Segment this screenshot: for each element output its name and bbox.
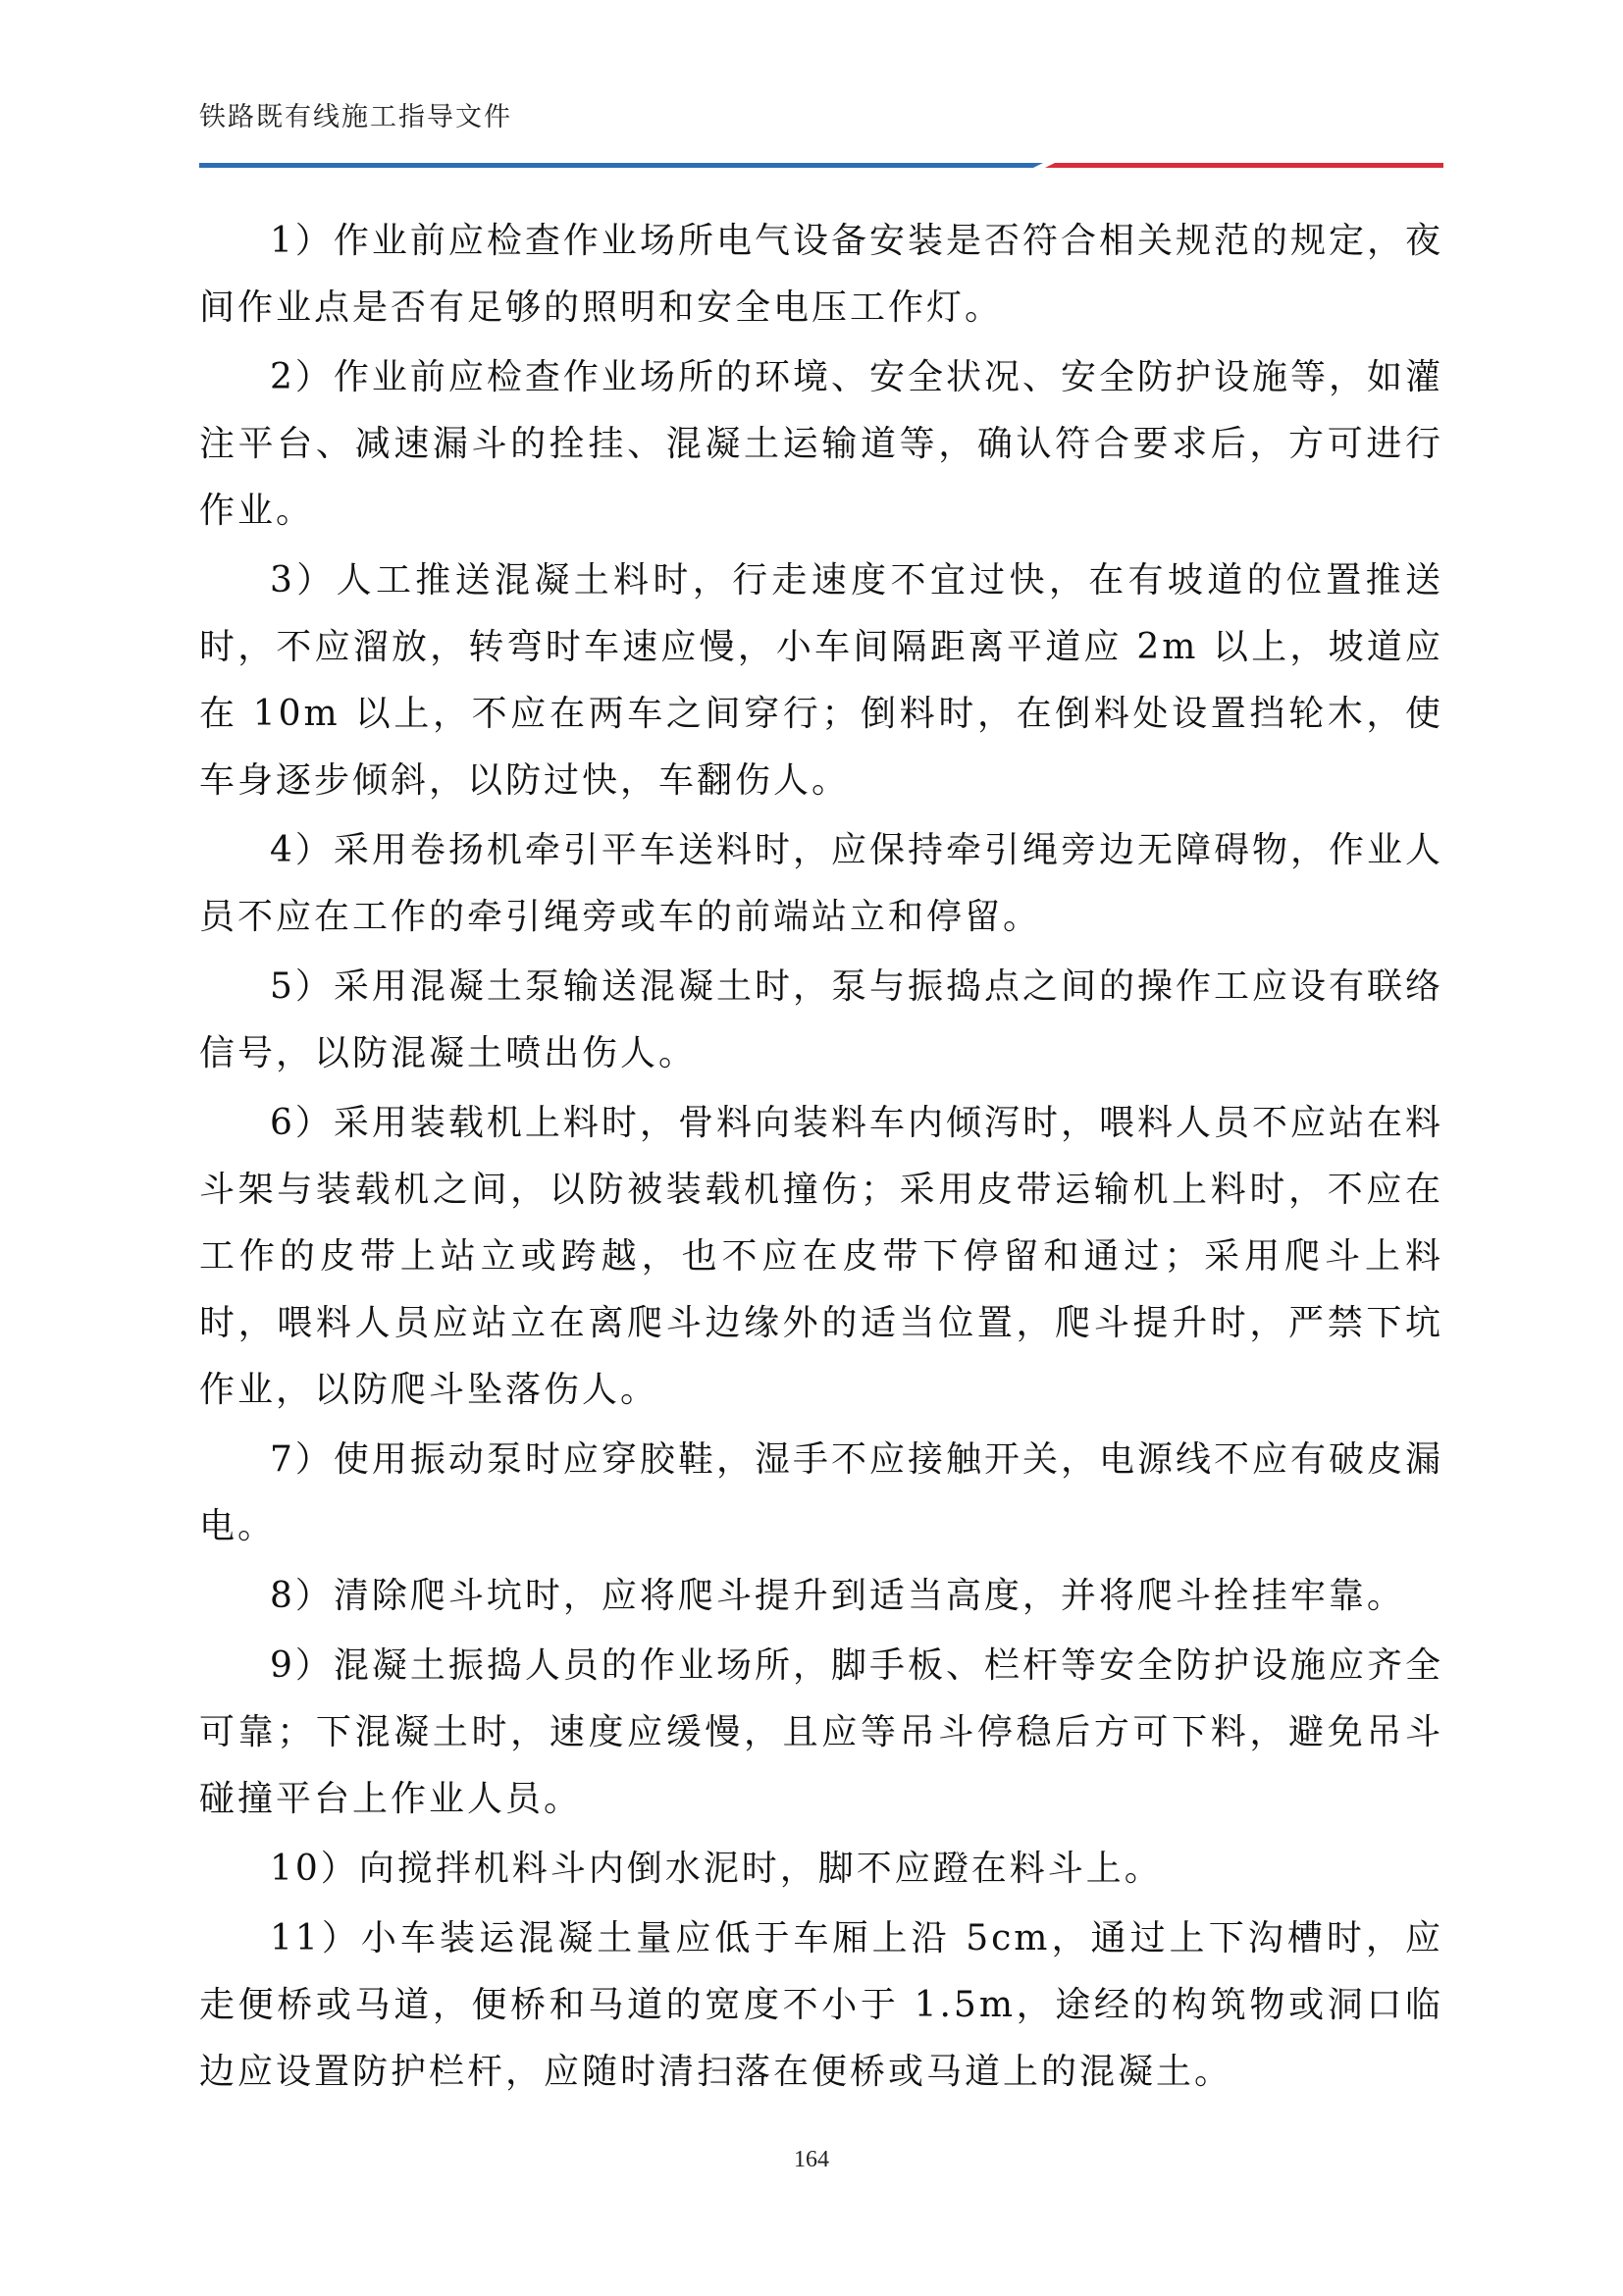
header-title: 铁路既有线施工指导文件 [199, 102, 512, 132]
paragraph-1: 1）作业前应检查作业场所电气设备安装是否符合相关规范的规定，夜间作业点是否有足够的照明和安全电压工作灯。 [199, 221, 1443, 328]
body-text [199, 208, 1443, 2109]
paragraph-11: 11）小车装运混凝土量应低于车厢上沿 5cm，通过上下沟槽时，应走便桥或马道，便桥和马道的宽度不小于 1.5m，途经的构筑物或洞口临边应设置防护栏杆，应随时清扫落在便桥或马道上的混凝土。 [199, 1918, 1443, 2092]
paragraph-4: 4）采用卷扬机牵引平车送料时，应保持牵引绳旁边无障碍物，作业人员不应在工作的牵引绳旁或车的前端站立和停留。 [199, 830, 1443, 937]
paragraph-5: 5）采用混凝土泵输送混凝土时，泵与振捣点之间的操作工应设有联络信号，以防混凝土喷出伤人。 [199, 966, 1443, 1073]
paragraph-2: 2）作业前应检查作业场所的环境、安全状况、安全防护设施等，如灌注平台、减速漏斗的拴挂、混凝土运输道等，确认符合要求后，方可进行作业。 [199, 357, 1443, 531]
paragraph-7: 7）使用振动泵时应穿胶鞋，湿手不应接触开关，电源线不应有破皮漏电。 [199, 1439, 1443, 1546]
header-rule-blue [199, 163, 1043, 168]
header-rule [199, 161, 1443, 170]
header-rule-red [1045, 163, 1443, 168]
paragraph-6: 6）采用装载机上料时，骨料向装料车内倾泻时，喂料人员不应站在料斗架与装载机之间，以防被装载机撞伤；采用皮带运输机上料时，不应在工作的皮带上站立或跨越，也不应在皮带下停留和通过；采用爬斗上料时，喂料人员应站立在离爬斗边缘外的适当位置，爬斗提升时，严禁下坑作业，以防爬斗坠落伤人。 [199, 1103, 1443, 1410]
paragraph-8: 8）清除爬斗坑时，应将爬斗提升到适当高度，并将爬斗拴挂牢靠。 [270, 1576, 1405, 1616]
paragraph-9: 9）混凝土振捣人员的作业场所，脚手板、栏杆等安全防护设施应齐全可靠；下混凝土时，速度应缓慢，且应等吊斗停稳后方可下料，避免吊斗碰撞平台上作业人员。 [199, 1645, 1443, 1819]
paragraph-10: 10）向搅拌机料斗内倒水泥时，脚不应蹬在料斗上。 [270, 1849, 1163, 1889]
paragraph-3: 3）人工推送混凝土料时，行走速度不宜过快，在有坡道的位置推送时，不应溜放，转弯时车速应慢，小车间隔距离平道应 2m 以上，坡道应在 10m 以上，不应在两车之间穿行；倒料时，在倒料处设置挡轮木，使车身逐步倾斜，以防过快，车翻伤人。 [199, 560, 1443, 801]
page-number: 164 [794, 2147, 829, 2172]
